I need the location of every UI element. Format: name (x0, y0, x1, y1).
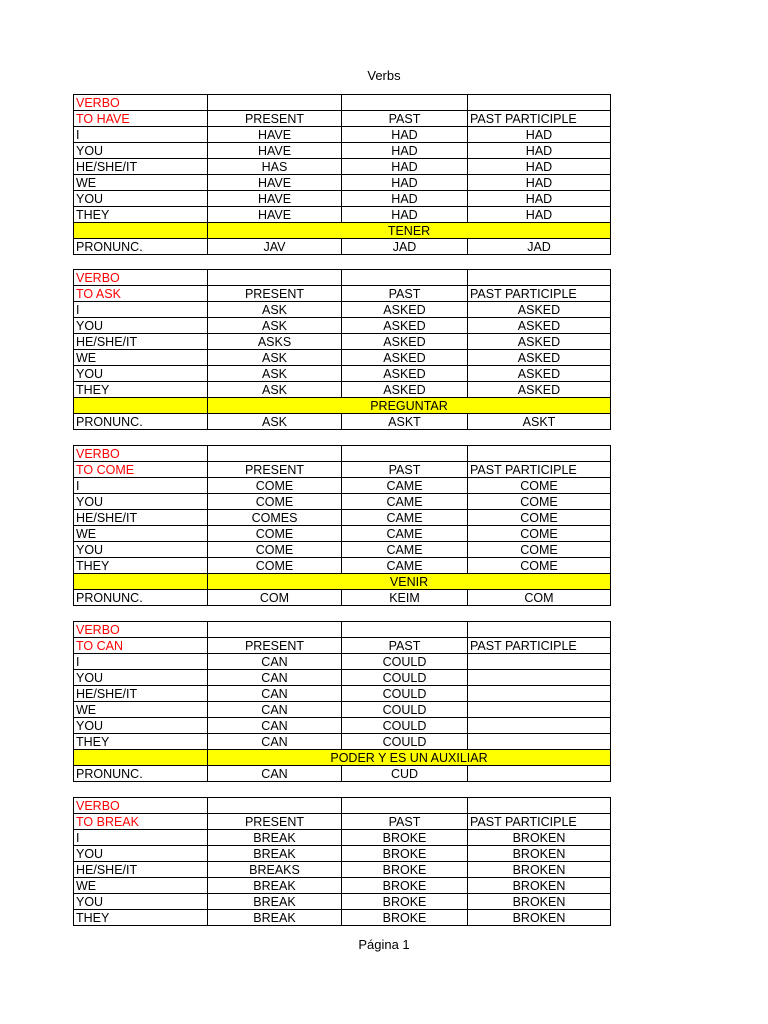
past-participle-cell: HAD (468, 191, 611, 207)
past-header: PAST (342, 111, 468, 127)
conjugation-row (74, 830, 611, 846)
pronoun-cell: YOU (74, 366, 208, 382)
past-participle-cell (468, 734, 611, 750)
pronoun-cell: I (74, 127, 208, 143)
present-cell: ASK (208, 302, 342, 318)
empty-cell (468, 446, 611, 462)
empty-cell (468, 95, 611, 111)
translation-row (74, 750, 611, 766)
pronunciation-cell: JAD (468, 239, 611, 255)
verbo-label: VERBO (74, 798, 208, 814)
pronunciation-cell: JAV (208, 239, 342, 255)
past-participle-cell: COME (468, 558, 611, 574)
past-participle-cell (468, 686, 611, 702)
pronoun-cell: HE/SHE/IT (74, 510, 208, 526)
pronunciation-row (74, 590, 611, 606)
empty-cell (208, 270, 342, 286)
past-cell: COULD (342, 670, 468, 686)
header-row (74, 814, 611, 830)
pronunciation-row (74, 766, 611, 782)
verbo-row (74, 95, 611, 111)
past-cell: BROKE (342, 878, 468, 894)
empty-cell (342, 95, 468, 111)
pronoun-cell: I (74, 302, 208, 318)
pronoun-cell: HE/SHE/IT (74, 334, 208, 350)
past-participle-cell: ASKED (468, 366, 611, 382)
conjugation-row (74, 734, 611, 750)
past-cell: HAD (342, 175, 468, 191)
present-header: PRESENT (208, 814, 342, 830)
empty-cell (468, 270, 611, 286)
past-participle-cell: BROKEN (468, 846, 611, 862)
conjugation-row (74, 670, 611, 686)
pronoun-cell: I (74, 654, 208, 670)
empty-cell (208, 798, 342, 814)
pronoun-cell: THEY (74, 207, 208, 223)
empty-cell (74, 223, 208, 239)
past-cell: CAME (342, 494, 468, 510)
past-participle-header: PAST PARTICIPLE (468, 111, 611, 127)
conjugation-row (74, 175, 611, 191)
past-cell: CAME (342, 526, 468, 542)
conjugation-row (74, 526, 611, 542)
present-cell: HAS (208, 159, 342, 175)
past-participle-cell: COME (468, 478, 611, 494)
translation-cell: PREGUNTAR (208, 398, 611, 414)
empty-cell (468, 622, 611, 638)
pronoun-cell: WE (74, 350, 208, 366)
past-cell: BROKE (342, 910, 468, 926)
past-cell: CAME (342, 542, 468, 558)
past-participle-cell: ASKED (468, 318, 611, 334)
pronunc-label: PRONUNC. (74, 414, 208, 430)
past-cell: CAME (342, 558, 468, 574)
past-participle-cell: HAD (468, 159, 611, 175)
past-cell: ASKED (342, 350, 468, 366)
pronoun-cell: I (74, 830, 208, 846)
present-cell: HAVE (208, 207, 342, 223)
pronunc-label: PRONUNC. (74, 766, 208, 782)
conjugation-row (74, 318, 611, 334)
past-participle-cell: COME (468, 494, 611, 510)
empty-cell (208, 446, 342, 462)
present-cell: CAN (208, 670, 342, 686)
present-cell: HAVE (208, 191, 342, 207)
pronoun-cell: YOU (74, 846, 208, 862)
past-participle-cell: ASKED (468, 350, 611, 366)
present-cell: ASKS (208, 334, 342, 350)
present-cell: BREAKS (208, 862, 342, 878)
pronunciation-cell: ASKT (468, 414, 611, 430)
present-cell: HAVE (208, 175, 342, 191)
empty-cell (342, 270, 468, 286)
verb-table (73, 797, 611, 926)
pronoun-cell: YOU (74, 191, 208, 207)
pronoun-cell: THEY (74, 734, 208, 750)
header-row (74, 111, 611, 127)
conjugation-row (74, 846, 611, 862)
pronoun-cell: WE (74, 526, 208, 542)
verb-name: TO BREAK (74, 814, 208, 830)
past-cell: ASKED (342, 302, 468, 318)
pronoun-cell: HE/SHE/IT (74, 159, 208, 175)
past-header: PAST (342, 638, 468, 654)
conjugation-row (74, 910, 611, 926)
past-cell: COULD (342, 734, 468, 750)
pronoun-cell: YOU (74, 542, 208, 558)
past-header: PAST (342, 286, 468, 302)
past-participle-cell (468, 670, 611, 686)
pronoun-cell: HE/SHE/IT (74, 862, 208, 878)
conjugation-row (74, 510, 611, 526)
verb-name: TO HAVE (74, 111, 208, 127)
conjugation-row (74, 302, 611, 318)
conjugation-row (74, 191, 611, 207)
past-participle-cell: ASKED (468, 334, 611, 350)
present-cell: BREAK (208, 830, 342, 846)
conjugation-row (74, 894, 611, 910)
past-cell: ASKED (342, 366, 468, 382)
present-cell: HAVE (208, 127, 342, 143)
past-header: PAST (342, 462, 468, 478)
past-participle-header: PAST PARTICIPLE (468, 462, 611, 478)
present-cell: COME (208, 558, 342, 574)
past-participle-cell: BROKEN (468, 910, 611, 926)
past-cell: COULD (342, 718, 468, 734)
past-participle-cell: HAD (468, 127, 611, 143)
present-cell: ASK (208, 350, 342, 366)
present-cell: CAN (208, 734, 342, 750)
present-cell: CAN (208, 718, 342, 734)
verbo-label: VERBO (74, 95, 208, 111)
translation-row (74, 574, 611, 590)
past-participle-cell: ASKED (468, 302, 611, 318)
pronunciation-cell: COM (468, 590, 611, 606)
pronunciation-row (74, 239, 611, 255)
pronoun-cell: THEY (74, 558, 208, 574)
past-participle-cell: HAD (468, 143, 611, 159)
past-cell: BROKE (342, 894, 468, 910)
past-participle-header: PAST PARTICIPLE (468, 638, 611, 654)
verb-name: TO CAN (74, 638, 208, 654)
pronoun-cell: YOU (74, 718, 208, 734)
pronunc-label: PRONUNC. (74, 239, 208, 255)
empty-cell (468, 798, 611, 814)
conjugation-row (74, 127, 611, 143)
conjugation-row (74, 350, 611, 366)
conjugation-row (74, 143, 611, 159)
pronunciation-cell: JAD (342, 239, 468, 255)
verb-name: TO COME (74, 462, 208, 478)
pronoun-cell: YOU (74, 670, 208, 686)
present-cell: COMES (208, 510, 342, 526)
past-participle-cell: BROKEN (468, 830, 611, 846)
conjugation-row (74, 366, 611, 382)
translation-row (74, 398, 611, 414)
translation-row (74, 223, 611, 239)
conjugation-row (74, 718, 611, 734)
conjugation-row (74, 558, 611, 574)
verbo-row (74, 798, 611, 814)
empty-cell (342, 622, 468, 638)
header-row (74, 462, 611, 478)
present-cell: COME (208, 494, 342, 510)
pronunciation-cell: ASK (208, 414, 342, 430)
past-cell: ASKED (342, 334, 468, 350)
past-header: PAST (342, 814, 468, 830)
past-cell: COULD (342, 654, 468, 670)
conjugation-row (74, 686, 611, 702)
pronunciation-cell: CUD (342, 766, 468, 782)
verb-table (73, 621, 611, 782)
past-cell: CAME (342, 478, 468, 494)
present-cell: BREAK (208, 910, 342, 926)
past-cell: HAD (342, 127, 468, 143)
pronoun-cell: WE (74, 702, 208, 718)
present-cell: CAN (208, 686, 342, 702)
past-participle-cell: BROKEN (468, 894, 611, 910)
present-cell: COME (208, 478, 342, 494)
empty-cell (342, 798, 468, 814)
pronunciation-cell: ASKT (342, 414, 468, 430)
verbo-label: VERBO (74, 622, 208, 638)
present-cell: HAVE (208, 143, 342, 159)
past-participle-cell: BROKEN (468, 878, 611, 894)
pronoun-cell: I (74, 478, 208, 494)
present-cell: BREAK (208, 894, 342, 910)
past-cell: ASKED (342, 382, 468, 398)
present-header: PRESENT (208, 111, 342, 127)
past-participle-cell (468, 718, 611, 734)
present-header: PRESENT (208, 462, 342, 478)
past-cell: BROKE (342, 830, 468, 846)
conjugation-row (74, 542, 611, 558)
past-participle-header: PAST PARTICIPLE (468, 814, 611, 830)
past-participle-cell (468, 654, 611, 670)
past-participle-cell: COME (468, 542, 611, 558)
pronunciation-cell: CAN (208, 766, 342, 782)
pronoun-cell: WE (74, 175, 208, 191)
past-cell: HAD (342, 191, 468, 207)
empty-cell (208, 95, 342, 111)
verbo-row (74, 270, 611, 286)
past-cell: COULD (342, 702, 468, 718)
present-cell: ASK (208, 382, 342, 398)
verbo-row (74, 446, 611, 462)
past-cell: CAME (342, 510, 468, 526)
present-cell: BREAK (208, 846, 342, 862)
verb-table (73, 269, 611, 430)
conjugation-row (74, 862, 611, 878)
present-cell: CAN (208, 654, 342, 670)
empty-cell (74, 574, 208, 590)
pronoun-cell: THEY (74, 382, 208, 398)
past-participle-cell: COME (468, 510, 611, 526)
past-participle-cell: HAD (468, 175, 611, 191)
present-header: PRESENT (208, 638, 342, 654)
pronoun-cell: YOU (74, 318, 208, 334)
past-cell: HAD (342, 159, 468, 175)
pronoun-cell: YOU (74, 143, 208, 159)
empty-cell (74, 750, 208, 766)
translation-cell: TENER (208, 223, 611, 239)
past-cell: BROKE (342, 846, 468, 862)
conjugation-row (74, 494, 611, 510)
verb-table (73, 445, 611, 606)
past-participle-cell: BROKEN (468, 862, 611, 878)
present-header: PRESENT (208, 286, 342, 302)
pronunciation-cell (468, 766, 611, 782)
past-cell: ASKED (342, 318, 468, 334)
past-participle-cell: HAD (468, 207, 611, 223)
conjugation-row (74, 382, 611, 398)
pronoun-cell: THEY (74, 910, 208, 926)
present-cell: BREAK (208, 878, 342, 894)
conjugation-row (74, 654, 611, 670)
conjugation-row (74, 159, 611, 175)
present-cell: ASK (208, 318, 342, 334)
conjugation-row (74, 207, 611, 223)
pronoun-cell: WE (74, 878, 208, 894)
past-cell: HAD (342, 207, 468, 223)
translation-cell: VENIR (208, 574, 611, 590)
translation-cell: PODER Y ES UN AUXILIAR (208, 750, 611, 766)
empty-cell (74, 398, 208, 414)
past-cell: HAD (342, 143, 468, 159)
past-cell: COULD (342, 686, 468, 702)
past-cell: BROKE (342, 862, 468, 878)
verbo-label: VERBO (74, 446, 208, 462)
pronunciation-cell: KEIM (342, 590, 468, 606)
past-participle-cell: COME (468, 526, 611, 542)
verbo-row (74, 622, 611, 638)
empty-cell (208, 622, 342, 638)
conjugation-row (74, 878, 611, 894)
empty-cell (342, 446, 468, 462)
present-cell: COME (208, 542, 342, 558)
verbo-label: VERBO (74, 270, 208, 286)
pronoun-cell: YOU (74, 894, 208, 910)
conjugation-row (74, 334, 611, 350)
header-row (74, 286, 611, 302)
pronoun-cell: HE/SHE/IT (74, 686, 208, 702)
verb-table (73, 94, 611, 255)
page-footer: Página 1 (358, 937, 410, 952)
pronunciation-row (74, 414, 611, 430)
pronunc-label: PRONUNC. (74, 590, 208, 606)
verb-name: TO ASK (74, 286, 208, 302)
present-cell: ASK (208, 366, 342, 382)
present-cell: CAN (208, 702, 342, 718)
header-row (74, 638, 611, 654)
pronunciation-cell: COM (208, 590, 342, 606)
pronoun-cell: YOU (74, 494, 208, 510)
conjugation-row (74, 478, 611, 494)
past-participle-cell: ASKED (468, 382, 611, 398)
present-cell: COME (208, 526, 342, 542)
conjugation-row (74, 702, 611, 718)
past-participle-header: PAST PARTICIPLE (468, 286, 611, 302)
past-participle-cell (468, 702, 611, 718)
page-title: Verbs (367, 68, 401, 83)
